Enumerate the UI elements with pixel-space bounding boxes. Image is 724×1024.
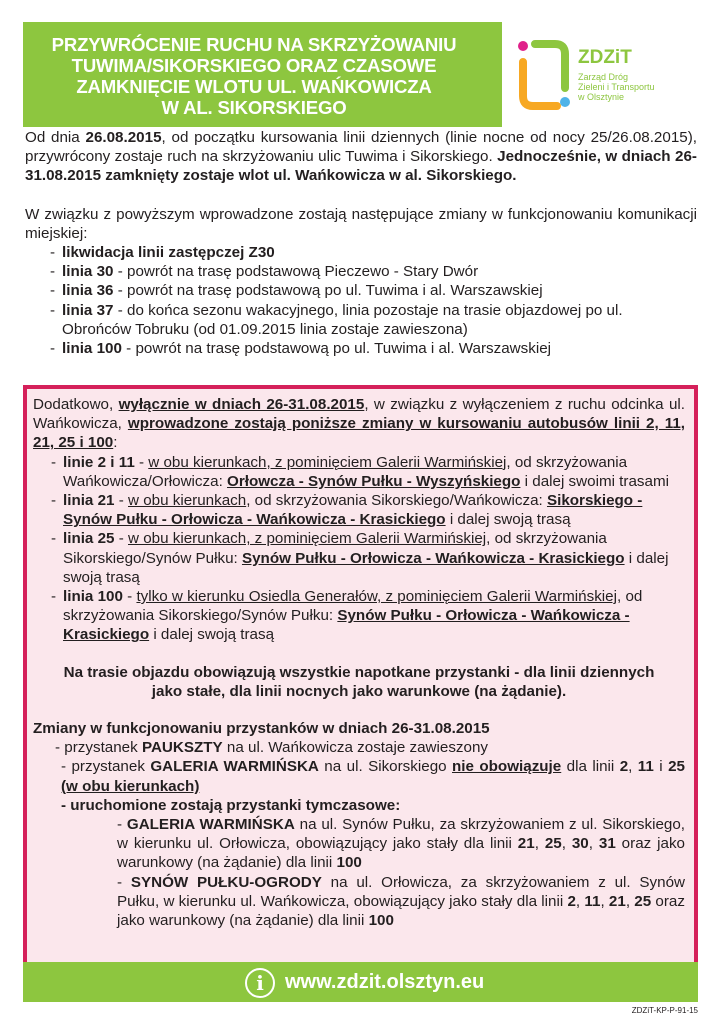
zdzit-logo-mark-icon [513, 32, 573, 112]
document-code: ZDZiT-KP-P-91-15 [631, 1006, 698, 1015]
list-item: - przystanek PAUKSZTY na ul. Wańkowicza zostaje zawieszony [55, 739, 489, 757]
list-item: - SYNÓW PUŁKU-OGRODY na ul. Orłowicza, za skrzyżowaniem z ul. Synów Pułku, w kierunku ul. Wańkowicza, obowiązujący jako stały dla linii 2, 11, 21, 25 oraz jako warunkowy (na żądanie) dla linii 100 [117, 873, 685, 930]
intro-section [25, 128, 697, 358]
stops-list [33, 738, 685, 930]
route-changes-list [33, 453, 685, 645]
list-item: - przystanek GALERIA WARMIŃSKA na ul. Sikorskiego nie obowiązuje dla linii 2, 11 i 25 (w obu kierunkach) [61, 758, 685, 795]
list-item: - linia 30 - powrót na trasę podstawową Pieczewo - Stary Dwór [50, 262, 697, 281]
page-title: PRZYWRÓCENIE RUCHU NA SKRZYŻOWANIU TUWIMA/SIKORSKIEGO ORAZ CZASOWE ZAMKNIĘCIE WLOTU UL. WAŃKOWICZA W AL. SIKORSKIEGO [51, 34, 457, 118]
list-item: - linia 36 - powrót na trasę podstawową po ul. Tuwima i al. Warszawskiej [50, 281, 697, 300]
box-intro: Dodatkowo, wyłącznie w dniach 26-31.08.2015, w związku z wyłączeniem z ruchu odcinka ul. Wańkowicza, wprowadzone zostają poniższe zmiany w kursowaniu autobusów linii 2, 11, 21, 25 i 100: [33, 396, 685, 452]
list-item: - linia 37 - do końca sezonu wakacyjnego, linia pozostaje na trasie objazdowej po ul. Obrońców Tobruku (od 01.09.2015 linia zostaje zawieszona) [50, 301, 697, 339]
list-item: - likwidacja linii zastępczej Z30 [50, 243, 697, 262]
logo-name: ZDZiT [578, 47, 632, 68]
info-icon: i [245, 968, 275, 998]
intro-paragraph: Od dnia 26.08.2015, od początku kursowania linii dziennych (linie nocne od nocy 25/26.08.2015), przywrócony zostaje ruch na skrzyżowaniu ulic Tuwima i Sikorskiego. Jednocześnie, w dniach 26-31.08.2015 zamknięty zostaje wlot ul. Wańkowicza w al. Sikorskiego. [25, 129, 697, 185]
footer-banner [23, 962, 698, 1002]
changes-list [25, 243, 697, 358]
website-link[interactable]: www.zdzit.olsztyn.eu [285, 971, 485, 993]
list-item: - linia 25 - w obu kierunkach, z pominięciem Galerii Warmińskiej, od skrzyżowania Sikorskiego/Synów Pułku: Synów Pułku - Orłowicza - Wańkowicza - Krasickiego i dalej swoją trasą [51, 529, 685, 587]
zdzit-logo [502, 22, 698, 127]
stops-title: Zmiany w funkcjonowaniu przystanków w dniach 26-31.08.2015 [33, 720, 490, 738]
list-item: - linia 100 - tylko w kierunku Osiedla Generałów, z pominięciem Galerii Warmińskiej, od skrzyżowania Sikorskiego/Synów Pułku: Synów Pułku - Orłowicza - Wańkowicza - Krasickiego i dalej swoją trasą [51, 587, 685, 645]
list-item: - GALERIA WARMIŃSKA na ul. Synów Pułku, za skrzyżowaniem z ul. Sikorskiego, w kierunku ul. Orłowicza, obowiązujący jako stały dla linii 21, 25, 30, 31 oraz jako warunkowy (na żądanie) dla linii 100 [117, 816, 686, 872]
list-item: - linia 100 - powrót na trasę podstawową po ul. Tuwima i al. Warszawskiej [50, 339, 697, 358]
list-item: - linie 2 i 11 - w obu kierunkach, z pominięciem Galerii Warmińskiej, od skrzyżowania Wańkowicza/Orłowicza: Orłowcza - Synów Pułku - Wyszyńskiego i dalej swoimi trasami [51, 453, 685, 491]
changes-intro: W związku z powyższym wprowadzone zostają następujące zmiany w funkcjonowaniu komunikacji miejskiej: [25, 205, 697, 242]
list-item: - uruchomione zostają przystanki tymczasowe: [61, 796, 401, 814]
logo-subtitle: Zarząd Dróg Zieleni i Transportu w Olsztynie [578, 72, 655, 102]
temporary-changes-box [23, 385, 698, 966]
notice-text: Na trasie objazdu obowiązują wszystkie napotkane przystanki - dla linii dziennych jako stałe, dla linii nocnych jako warunkowe (na żądanie). [63, 663, 655, 700]
list-item: - linia 21 - w obu kierunkach, od skrzyżowania Sikorskiego/Wańkowicza: Sikorskiego - Synów Pułku - Orłowicza - Wańkowicza - Krasickiego i dalej swoją trasą [51, 491, 685, 529]
header-banner [23, 22, 698, 127]
